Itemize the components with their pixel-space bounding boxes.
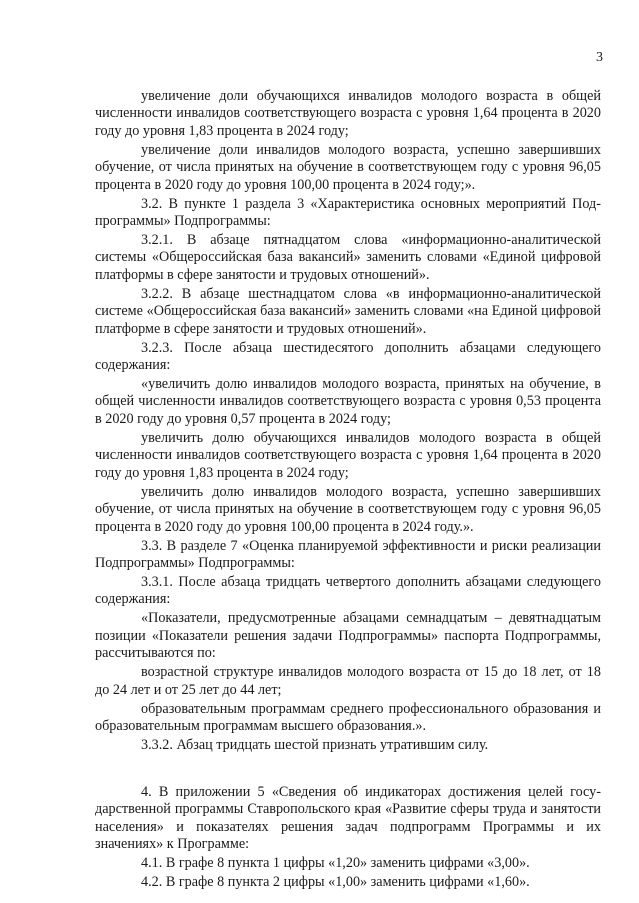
paragraph: 3.3.2. Абзац тридцать шестой признать утратившим силу. bbox=[141, 736, 489, 753]
paragraph: увеличить долю обучающихся инвалидов молодого возраста в общей численности инвалидов соответствующего возраста с уровня 1,64 процента в 2020 году до уровня 1,83 процента в 2024 году; bbox=[95, 429, 601, 481]
paragraph: 3.2.1. В абзаце пятнадцатом слова «информационно-аналитической системы «Общероссийская база вакансий» заменить словами «Единой цифровой платформы в сфере занятости и трудовых отношений». bbox=[95, 232, 601, 283]
paragraph: увеличить долю инвалидов молодого возраста, успешно завершивших обучение, от числа принятых на обучение в соответствующем году с уровня 96,05 процента в 2020 году до уровня 100,00 процента в 2024 году.». bbox=[95, 483, 601, 535]
page-number: 3 bbox=[596, 50, 603, 65]
document-body bbox=[95, 88, 601, 893]
section-4-paragraph: 4.1. В графе 8 пункта 1 цифры «1,20» заменить цифрами «3,00». bbox=[141, 855, 530, 872]
paragraph: увеличение доли обучающихся инвалидов молодого возраста в общей численности инвалидов соответствующего возраста с уровня 1,64 процента в 2020 году до уровня 1,83 процента в 2024 году; bbox=[95, 88, 601, 139]
paragraph: возрастной структуре инвалидов молодого возраста от 15 до 18 лет, от 18 до 24 лет и от 25 лет до 44 лет; bbox=[95, 664, 601, 698]
paragraph: 3.2.3. После абзаца шестидесятого дополнить абзацами следующего содержания: bbox=[95, 339, 601, 374]
paragraph: «увеличить долю инвалидов молодого возраста, принятых на обучение, в общей численности инвалидов соответствующего возраста с уровня 0,53 процента в 2020 году до уровня 0,57 процента в 2024 году; bbox=[95, 376, 601, 427]
paragraph: 3.3.1. После абзаца тридцать четвертого дополнить абзацами следующего содержания: bbox=[95, 573, 601, 608]
section-gap bbox=[95, 756, 601, 784]
section-4-paragraph: 4. В приложении 5 «Сведения об индикаторах достижения целей государственной программы Ставропольского края «Развитие сферы труда и занятости населения» и показателях решения задач подпрограмм Программы и их значениях» к Программе: bbox=[95, 783, 601, 853]
paragraph: 3.2.2. В абзаце шестнадцатом слова «в информационно-аналитической системе «Общероссийская база вакансий» заменить словами «на Единой цифровой платформе в сфере занятости и трудовых отношений». bbox=[95, 285, 601, 337]
paragraph: 3.2. В пункте 1 раздела 3 «Характеристика основных мероприятий Подпрограммы» Подпрограммы: bbox=[95, 195, 601, 230]
paragraph: «Показатели, предусмотренные абзацами семнадцатым – девятнадцатым позиции «Показатели решения задачи Подпрограммы» паспорта Подпрограммы, рассчитываются по: bbox=[95, 610, 601, 662]
paragraph: образовательным программам среднего профессионального образования и образовательным программам высшего образования.». bbox=[95, 700, 601, 734]
paragraph: увеличение доли инвалидов молодого возраста, успешно завершивших обучение, от числа принятых на обучение в соответствующем году с уровня 96,05 процента в 2020 году до уровня 100,00 процента в 2024 году;». bbox=[95, 141, 601, 193]
paragraph: 3.3. В разделе 7 «Оценка планируемой эффективности и риски реализации Подпрограммы» Подпрограммы: bbox=[95, 537, 601, 571]
section-4-paragraph: 4.2. В графе 8 пункта 2 цифры «1,00» заменить цифрами «1,60». bbox=[141, 874, 530, 891]
